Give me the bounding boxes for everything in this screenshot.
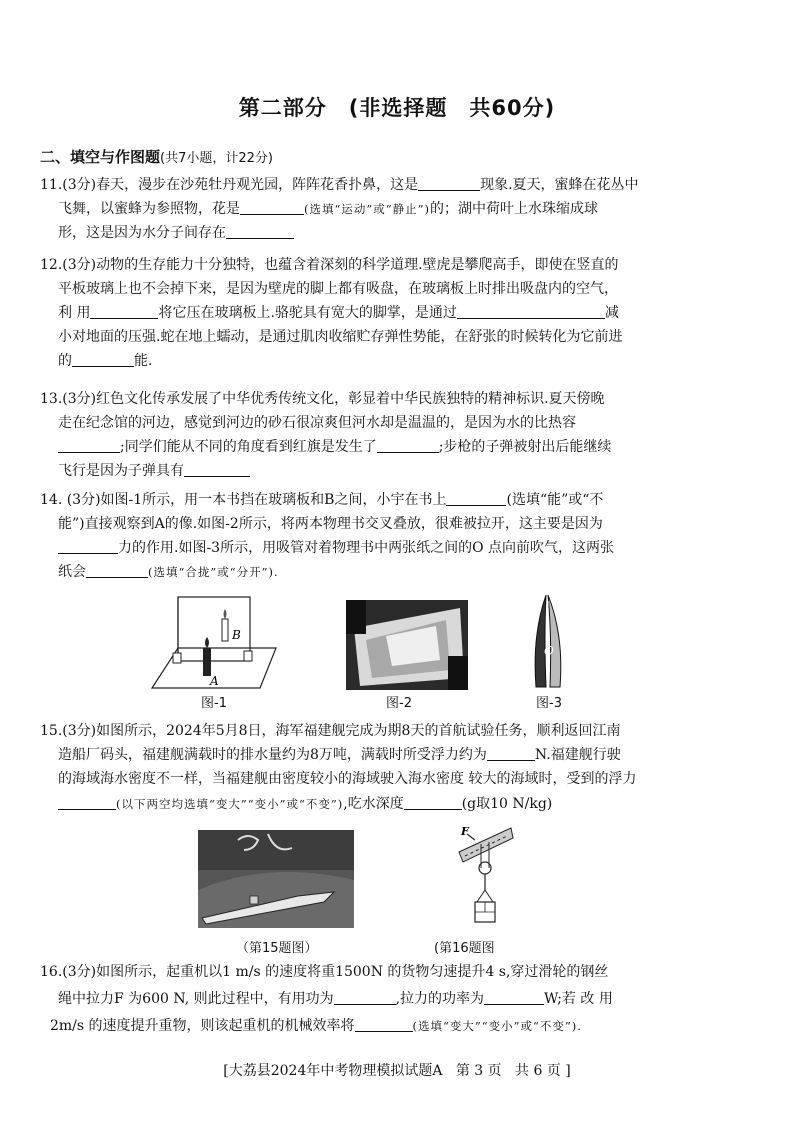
section-heading: [40, 146, 273, 167]
fig16-label-f: F: [461, 825, 469, 838]
figure-2-caption: 图-2: [386, 696, 412, 711]
figure-15-aircraft-carrier: [198, 830, 354, 928]
answer-blank[interactable]: [484, 990, 544, 1005]
answer-blank[interactable]: [58, 438, 120, 453]
q11-line-3: [58, 223, 294, 243]
answer-blank[interactable]: [334, 990, 396, 1005]
q11-text: 飞舞，以蜜蜂为参照物，花是: [58, 201, 240, 217]
q16-text: W;若 改 用: [544, 991, 613, 1007]
section-heading-sub: (共7小题，计22分): [160, 151, 273, 166]
answer-blank[interactable]: [240, 200, 304, 215]
q15-line-4: [58, 794, 552, 814]
q12-text: 能.: [134, 353, 153, 369]
q16-text: 绳中拉力F 为600 N, 则此过程中，有用功为: [58, 991, 334, 1007]
q15-text: 造船厂码头，福建舰满载时的排水量约为8万吨，满载时所受浮力约为: [58, 747, 487, 763]
q12-line-4: 小对地面的压强.蛇在地上蠕动，是通过肌肉收缩贮存弹性势能，在舒张的时候转化为它前进: [58, 329, 623, 345]
answer-blank[interactable]: [377, 438, 439, 453]
answer-blank[interactable]: [355, 1017, 413, 1032]
q15-text: N.福建舰行驶: [534, 747, 621, 763]
fig1-label-b: B: [232, 628, 241, 642]
q12-text: 将它压在玻璃板上.骆驼具有宽大的脚掌，是通过: [158, 305, 457, 321]
section-heading-title: 二、填空与作图题: [40, 148, 161, 166]
q12-text: 减: [604, 305, 619, 321]
page-footer: [大荔县2024年中考物理模拟试题A 第 3 页 共 6 页 ]: [223, 1063, 571, 1079]
q13-line-1: 13.(3分)红色文化传承发展了中华优秀传统文化，彰显着中华民族独特的精神标识.夏天傍晚: [40, 391, 605, 407]
answer-blank[interactable]: [58, 539, 118, 554]
page-title: 第二部分 (非选择题 共60分): [238, 96, 556, 120]
q13-line-2: 走在纪念馆的河边，感觉到河边的砂石很凉爽但河水却是温温的，是因为水的比热容: [58, 415, 576, 431]
q15-text: ,吃水深度: [343, 796, 404, 812]
q13-text: 飞行是因为子弹具有: [58, 463, 184, 479]
q11-hint: (选填“运动”或“静止”): [304, 202, 430, 216]
figure-3-blowing-paper: [528, 593, 568, 691]
q11-text: 现象.夏天，蜜蜂在花丛中: [480, 177, 639, 193]
answer-blank[interactable]: [90, 304, 158, 319]
q16-line-1: 16.(3分)如图所示，起重机以1 m/s 的速度将重1500N 的货物匀速提升4 s,穿过滑轮的钢丝: [40, 964, 609, 980]
q11-text: 形，这是因为水分子间存在: [58, 225, 226, 241]
q15-text: (g取10 N/kg): [461, 796, 553, 812]
figure-1-caption: 图-1: [201, 696, 227, 711]
figure-3-caption: 图-3: [536, 696, 562, 711]
q12-line-3: [58, 303, 619, 323]
answer-blank[interactable]: [418, 176, 480, 191]
q11-line-1: [40, 175, 639, 195]
figure-2-interleaved-books: [346, 600, 468, 690]
q15-line-2: [58, 745, 621, 765]
q13-line-3: [58, 437, 611, 457]
q14-text: (选填“能”或“不: [506, 492, 604, 508]
answer-blank[interactable]: [446, 491, 506, 506]
answer-blank[interactable]: [487, 746, 535, 761]
q16-text: ,拉力的功率为: [395, 991, 485, 1007]
answer-blank[interactable]: [226, 224, 294, 239]
q13-text: ;同学们能从不同的角度看到红旗是发生了: [120, 439, 377, 455]
answer-blank[interactable]: [404, 795, 462, 810]
figure-15-caption: （第15题图）: [236, 941, 318, 956]
q16-hint: (选填“变大”“变小”或“不变”).: [412, 1019, 582, 1033]
q11-text: 的；湖中荷叶上水珠缩成球: [430, 201, 598, 217]
q12-line-5: [58, 351, 152, 371]
q15-hint: (以下两空均选填“变大”“变小”或“不变”): [116, 797, 344, 811]
q16-line-2: [58, 989, 613, 1009]
q14-hint: (选填“合拢”或“分开”).: [148, 565, 279, 579]
answer-blank[interactable]: [86, 563, 148, 578]
q12-text: 的: [58, 353, 72, 369]
answer-blank[interactable]: [184, 462, 250, 477]
q12-line-2: 平板玻璃上也不会掉下来，是因为壁虎的脚上都有吸盘，在玻璃板上时排出吸盘内的空气，: [58, 281, 618, 297]
q13-text: ;步枪的子弹被射出后能继续: [438, 439, 612, 455]
q11-text: 11.(3分)春天，漫步在沙苑牡丹观光园，阵阵花香扑鼻，这是: [40, 177, 419, 193]
q14-text: 力的作用.如图-3所示，用吸管对着物理书中两张纸之间的O 点向前吹气，这两张: [118, 540, 615, 556]
q14-line-2: 能”)直接观察到A的像.如图-2所示，将两本物理书交叉叠放，很难被拉开，这主要是因为: [58, 516, 603, 532]
q13-line-4: [58, 461, 250, 481]
q14-line-1: [40, 490, 603, 510]
q16-line-3: [50, 1016, 582, 1036]
q16-text: 2m/s 的速度提升重物，则该起重机的机械效率将: [50, 1018, 355, 1034]
q15-line-3: 的海域海水密度不一样，当福建舰由密度较小的海域驶入海水密度 较大的海域时，受到的浮力: [58, 771, 637, 787]
q14-line-3: [58, 538, 614, 558]
fig3-label-o: O: [544, 644, 554, 658]
q14-text: 纸会: [58, 564, 86, 580]
q14-line-4: [58, 562, 279, 582]
fig1-label-a: A: [210, 674, 219, 688]
q15-line-1: 15.(3分)如图所示，2024年5月8日，海军福建舰完成为期8天的首航试验任务，顺利返回江南: [40, 723, 621, 739]
figure-16-crane: [455, 824, 515, 928]
figure-16-caption: (第16题图: [434, 941, 495, 956]
answer-blank[interactable]: [58, 795, 116, 810]
q12-text: 利 用: [58, 305, 91, 321]
q14-text: 14. (3分)如图-1所示，用一本书挡在玻璃板和B之间，小宇在书上: [40, 492, 447, 508]
figure-1-plane-mirror: [148, 593, 280, 691]
q11-line-2: [58, 199, 598, 219]
answer-blank[interactable]: [457, 304, 605, 319]
answer-blank[interactable]: [72, 352, 134, 367]
q12-line-1: 12.(3分)动物的生存能力十分独特，也蕴含着深刻的科学道理.壁虎是攀爬高手，即使在竖直的: [40, 257, 619, 273]
